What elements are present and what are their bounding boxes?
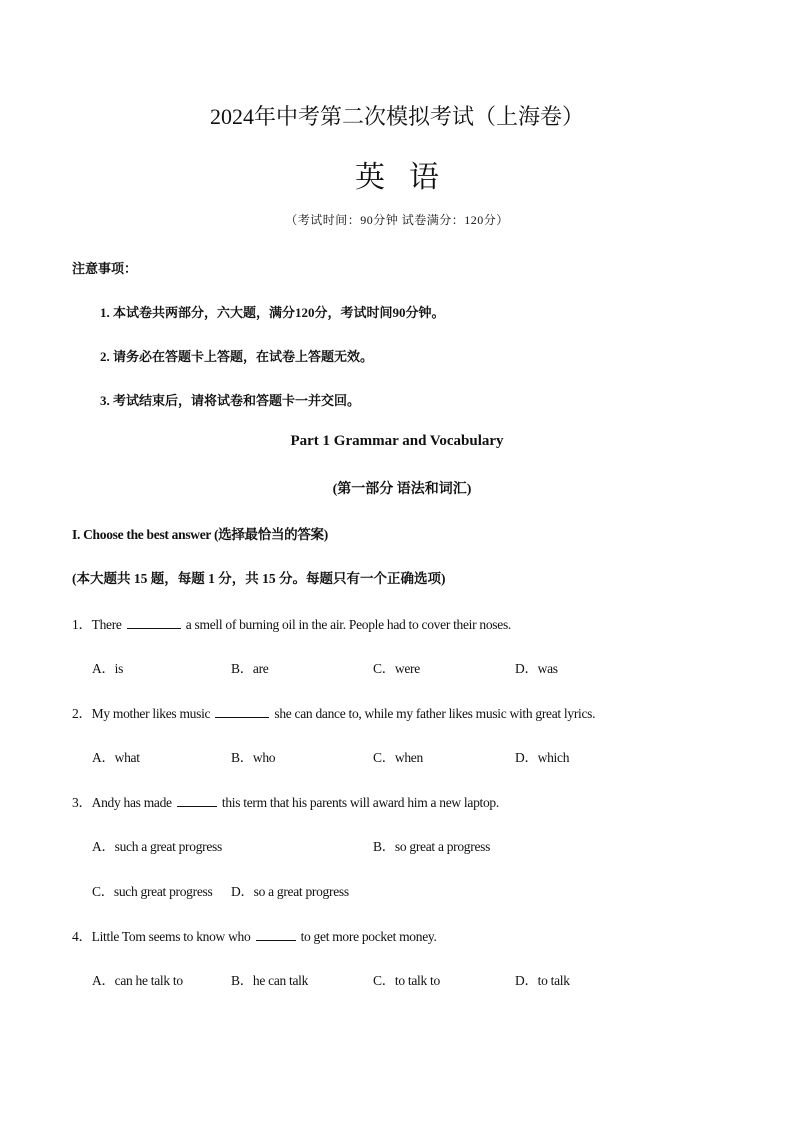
question-text: she can dance to, while my father likes music with great lyrics. [271, 706, 596, 721]
part-title: Part 1 Grammar and Vocabulary [290, 433, 504, 449]
option-c: C．to talk to [373, 973, 440, 988]
subject-title: 英语 [355, 161, 463, 194]
answer-blank [177, 794, 217, 807]
section-note: (本大题共 15 题，每题 1 分，共 15 分。每题只有一个正确选项) [72, 571, 446, 586]
question-2 [72, 702, 595, 722]
answer-blank [256, 928, 296, 941]
option-b: B．so great a progress [373, 839, 491, 854]
notice-item: 3. 考试结束后，请将试卷和答题卡一并交回。 [100, 393, 361, 408]
option-c: C．when [373, 750, 423, 765]
option-b: B．he can talk [231, 973, 309, 988]
question-text: a smell of burning oil in the air. People had to cover their noses. [182, 617, 511, 632]
option-d: D．so a great progress [231, 884, 349, 899]
answer-blank [127, 616, 181, 629]
notice-heading: 注意事项： [72, 261, 138, 276]
question-4 [72, 925, 437, 945]
question-text: to get more pocket money. [297, 929, 437, 944]
question-text: 1．There [72, 617, 125, 632]
exam-title: 2024年中考第二次模拟考试（上海卷） [209, 104, 584, 129]
option-d: D．to talk [515, 973, 570, 988]
notice-item: 2. 请务必在答题卡上答题，在试卷上答题无效。 [100, 349, 374, 364]
question-text: 4．Little Tom seems to know who [72, 929, 254, 944]
option-c: C．were [373, 661, 420, 676]
option-a: A．can he talk to [92, 973, 183, 988]
section-title: I. Choose the best answer (选择最恰当的答案) [72, 527, 328, 542]
exam-info: （考试时间：90分钟 试卷满分：120分） [285, 213, 509, 227]
question-text: 3．Andy has made [72, 795, 175, 810]
question-1 [72, 613, 511, 633]
option-d: D．which [515, 750, 570, 765]
notice-item: 1. 本试卷共两部分，六大题，满分120分，考试时间90分钟。 [100, 305, 445, 320]
option-a: A．is [92, 661, 124, 676]
option-b: B．who [231, 750, 276, 765]
option-a: A．such a great progress [92, 839, 222, 854]
option-a: A．what [92, 750, 140, 765]
question-text: 2．My mother likes music [72, 706, 214, 721]
question-3 [72, 791, 499, 811]
question-text: this term that his parents will award him a new laptop. [218, 795, 499, 810]
option-b: B．are [231, 661, 269, 676]
part-subtitle: (第一部分 语法和词汇) [332, 482, 472, 497]
option-d: D．was [515, 661, 558, 676]
answer-blank [215, 705, 269, 718]
option-c: C．such great progress [92, 884, 213, 899]
